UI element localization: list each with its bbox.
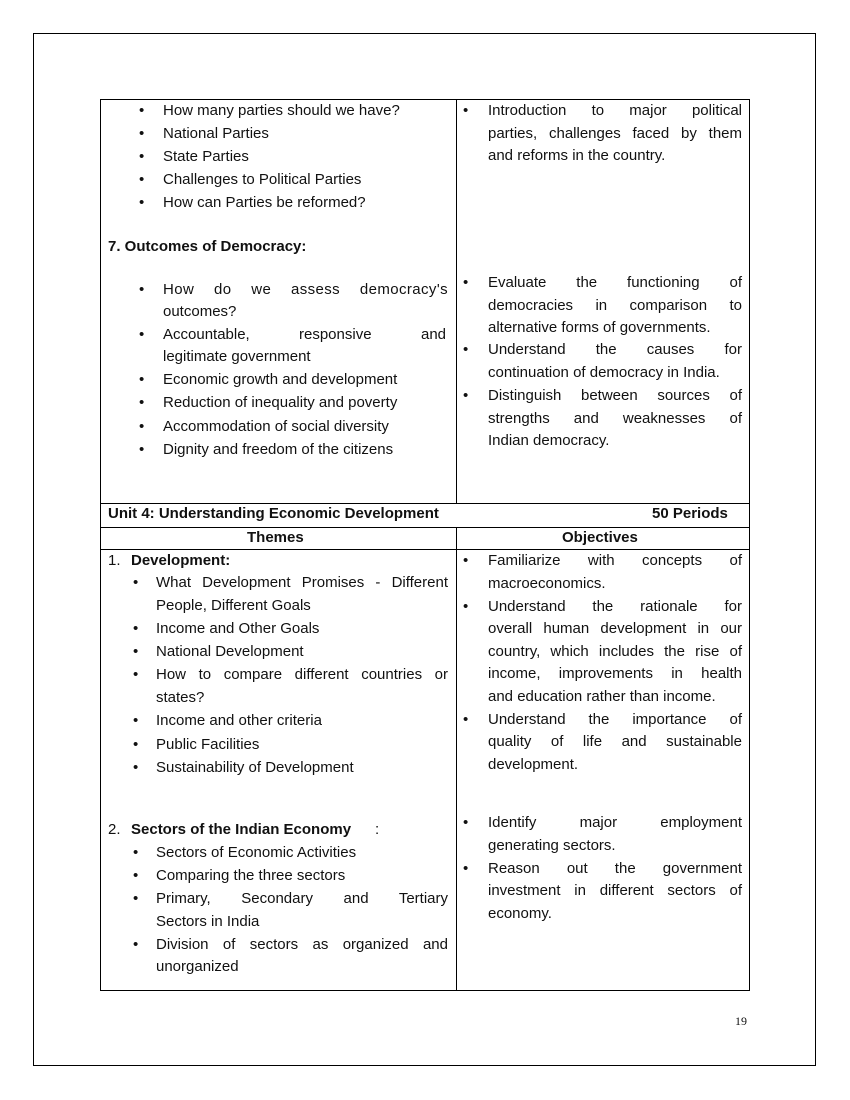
bullet-glyph: •: [133, 867, 139, 884]
section-number: 2.: [108, 821, 121, 838]
objective-item: Introduction to major political: [488, 102, 742, 119]
bullet-glyph: •: [133, 643, 139, 661]
objective-item: parties, challenges faced by them: [488, 124, 742, 142]
section-heading: Development:: [131, 552, 231, 569]
list-item: How do we assess democracy's: [163, 281, 448, 298]
list-item: What Development Promises - Different: [156, 574, 448, 591]
list-item: Income and other criteria: [156, 712, 322, 730]
bullet-glyph: •: [133, 935, 139, 953]
bullet-glyph: •: [463, 552, 469, 569]
list-item: Income and Other Goals: [156, 619, 320, 637]
column-header-themes: Themes: [247, 529, 304, 546]
list-item: Division of sectors as organized and: [156, 935, 448, 953]
list-item: Reduction of inequality and poverty: [163, 394, 398, 412]
bullet-glyph: •: [139, 171, 145, 188]
list-item: Accountable,: [163, 326, 250, 343]
column-divider-bottom: [456, 527, 457, 991]
bullet-glyph: •: [139, 281, 145, 298]
list-item: How many parties should we have?: [163, 102, 400, 119]
objective-item: economy.: [488, 904, 552, 922]
list-item: Economic growth and development: [163, 371, 398, 388]
unit-periods: 50 Periods: [652, 505, 728, 522]
bullet-glyph: •: [133, 735, 139, 753]
bullet-glyph: •: [139, 440, 145, 458]
bullet-glyph: •: [139, 417, 145, 435]
objective-item: Identify major employment: [488, 814, 742, 831]
objective-item: Distinguish between sources of: [488, 387, 742, 404]
list-item: How can Parties be reformed?: [163, 194, 366, 211]
list-item: National Parties: [163, 125, 269, 142]
objective-item: Understand the causes for: [488, 341, 742, 358]
objective-item: Understand the importance of: [488, 710, 742, 728]
bullet-glyph: •: [463, 597, 469, 615]
bullet-glyph: •: [463, 274, 469, 291]
objective-item: generating sectors.: [488, 836, 616, 854]
objective-item: strengths and weaknesses of: [488, 409, 742, 427]
bullet-glyph: •: [463, 814, 469, 831]
objective-item: and education rather than income.: [488, 687, 716, 705]
list-item: Primary, Secondary and Tertiary: [156, 890, 448, 907]
objective-item: and reforms in the country.: [488, 147, 666, 164]
bullet-glyph: •: [139, 371, 145, 388]
objective-item: alternative forms of governments.: [488, 319, 711, 336]
list-item: states?: [156, 688, 205, 706]
bullet-glyph: •: [139, 194, 145, 211]
list-item: National Development: [156, 643, 304, 661]
row-divider-header: [100, 527, 750, 528]
list-item: Public Facilities: [156, 735, 260, 753]
list-item: legitimate government: [163, 348, 311, 365]
bullet-glyph: •: [463, 710, 469, 728]
bullet-glyph: •: [139, 326, 145, 343]
bullet-glyph: •: [463, 859, 469, 877]
objective-item: quality of life and sustainable: [488, 733, 742, 750]
list-item: Sectors of Economic Activities: [156, 844, 357, 861]
list-item: Sectors in India: [156, 912, 260, 930]
list-item: Accommodation of social diversity: [163, 417, 389, 435]
bullet-glyph: •: [463, 102, 469, 119]
list-item: Dignity and freedom of the citizens: [163, 440, 394, 458]
bullet-glyph: •: [133, 890, 139, 907]
bullet-glyph: •: [133, 574, 139, 591]
bullet-glyph: •: [133, 712, 139, 730]
section-heading: 7. Outcomes of Democracy:: [108, 238, 307, 255]
objective-item: continuation of democracy in India.: [488, 363, 720, 381]
bullet-glyph: •: [133, 666, 139, 684]
objective-item: investment in different sectors of: [488, 882, 742, 899]
list-item: Comparing the three sectors: [156, 867, 346, 884]
bullet-glyph: •: [133, 619, 139, 637]
section-heading-suffix: :: [375, 821, 380, 838]
objective-item: development.: [488, 755, 579, 773]
list-item: and: [421, 326, 447, 343]
bullet-glyph: •: [139, 148, 145, 165]
bullet-glyph: •: [139, 125, 145, 142]
list-item: Challenges to Political Parties: [163, 171, 362, 188]
objective-item: Reason out the government: [488, 859, 742, 877]
section-number: 1.: [108, 552, 121, 569]
list-item: responsive: [299, 326, 372, 343]
objective-item: overall human development in our: [488, 620, 742, 637]
objective-item: Familiarize with concepts of: [488, 552, 742, 569]
objective-item: macroeconomics.: [488, 574, 606, 592]
bullet-glyph: •: [463, 387, 469, 404]
objective-item: Indian democracy.: [488, 432, 610, 449]
objective-item: democracies in comparison to: [488, 296, 742, 314]
list-item: How to compare different countries or: [156, 666, 448, 684]
objective-item: Evaluate the functioning of: [488, 274, 742, 291]
unit-title: Unit 4: Understanding Economic Development: [108, 505, 439, 522]
objective-item: Understand the rationale for: [488, 597, 742, 615]
bullet-glyph: •: [463, 341, 469, 358]
bullet-glyph: •: [139, 394, 145, 412]
section-heading: Sectors of the Indian Economy: [131, 821, 352, 838]
page-number: 19: [735, 1014, 747, 1028]
list-item: Sustainability of Development: [156, 758, 354, 776]
list-item: outcomes?: [163, 303, 237, 320]
list-item: State Parties: [163, 148, 249, 165]
bullet-glyph: •: [133, 844, 139, 861]
bullet-glyph: •: [133, 758, 139, 776]
objective-item: income, improvements in health: [488, 665, 742, 682]
column-divider-top: [456, 99, 457, 504]
column-header-objectives: Objectives: [562, 529, 638, 546]
list-item: unorganized: [156, 958, 239, 975]
objective-item: country, which includes the rise of: [488, 642, 742, 660]
list-item: People, Different Goals: [156, 596, 311, 614]
bullet-glyph: •: [139, 102, 145, 119]
